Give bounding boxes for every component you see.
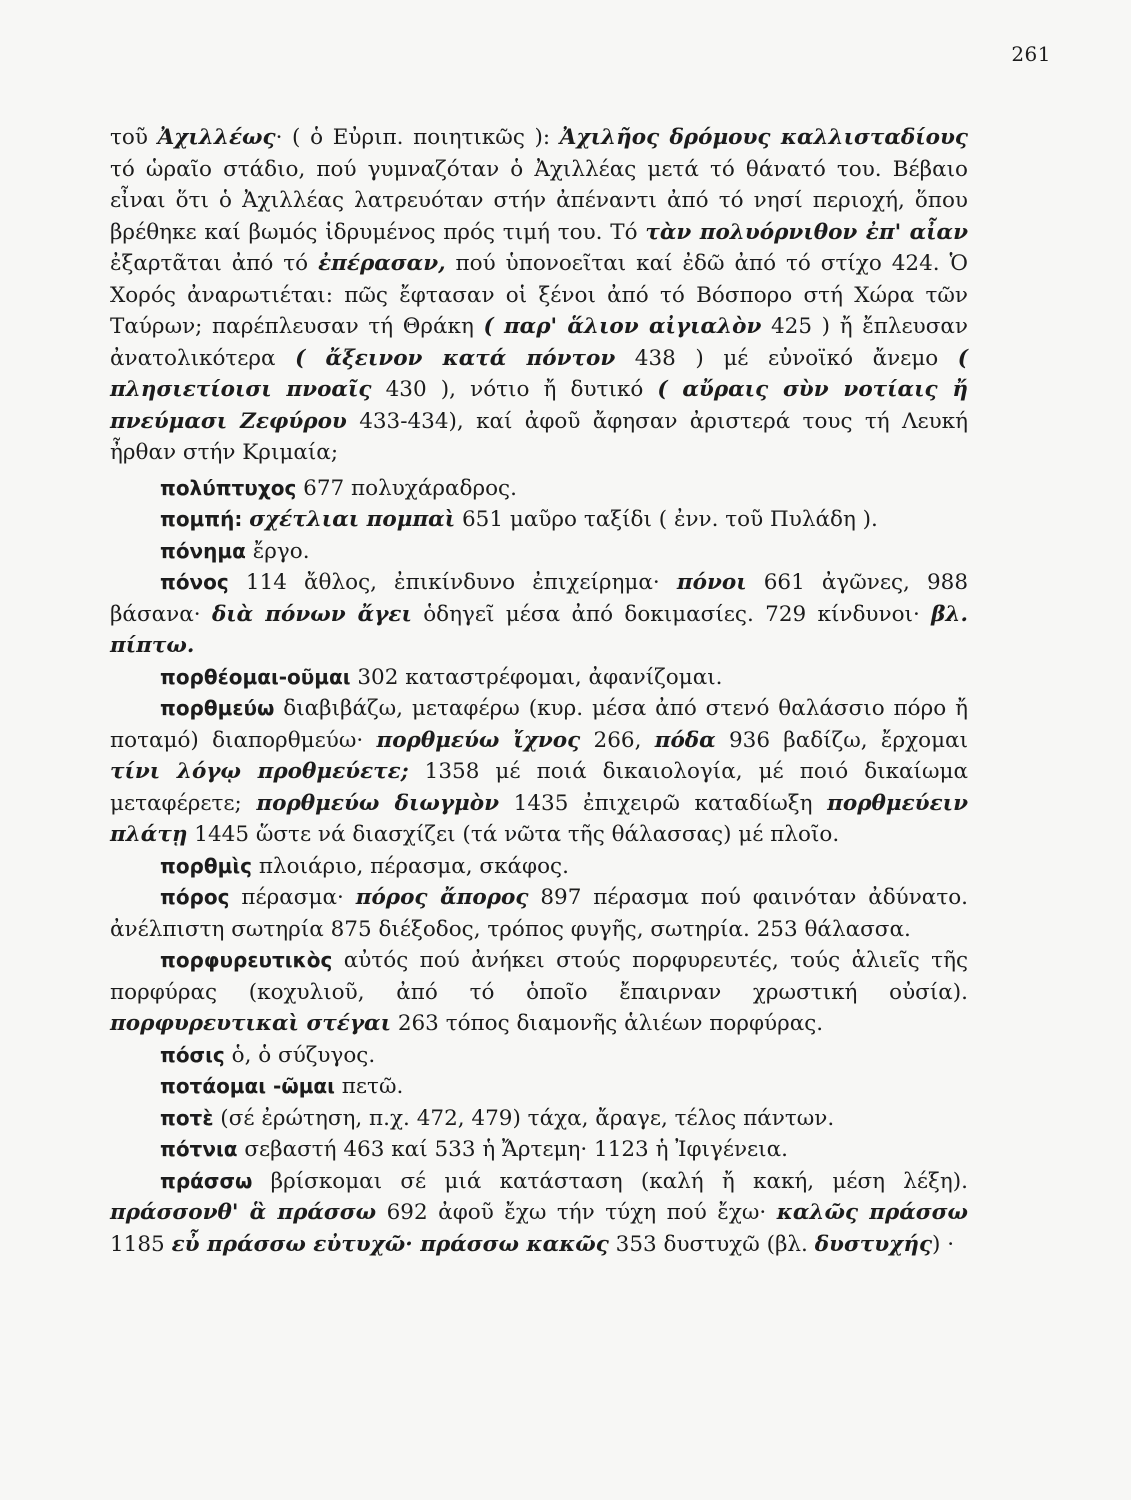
headword: πόσις xyxy=(160,1042,225,1067)
greek-quote: ( παρ' ἅλιον αἰγιαλὸν xyxy=(483,314,762,339)
glossary-entry xyxy=(110,567,968,662)
glossary-entries xyxy=(110,473,968,1261)
greek-quote: ( πλησιετίοισι πνοαῖς xyxy=(110,345,968,402)
headword: πολύπτυχος xyxy=(160,475,297,500)
glossary-entry xyxy=(110,504,968,536)
entry-text: 1185 xyxy=(110,1231,172,1257)
entry-text: · ( ὁ Εὐριπ. ποιητικῶς ): xyxy=(275,125,560,150)
greek-quote: πράσσονθ' ἃ πράσσω xyxy=(110,1200,377,1225)
entry-text: 266, xyxy=(580,727,655,753)
greek-quote: βλ. πίπτω. xyxy=(110,601,968,658)
entry-text: 430 ), νότιο ἤ δυτικό xyxy=(371,377,658,402)
entry-text: 302 καταστρέφομαι, ἀφανίζομαι. xyxy=(350,664,723,690)
glossary-entry xyxy=(110,882,968,945)
entry-text: αὐτός πού ἀνήκει στούς πορφυρευτές, τούς ἁλιεῖς τῆς πορφύρας (κοχυλιοῦ, ἀπό τό ὁποῖο ἔπαιρναν χρωστική οὐσία). xyxy=(110,948,968,1005)
headword: πορθέομαι-οῦμαι xyxy=(160,664,351,689)
glossary-entry xyxy=(110,473,968,505)
greek-quote: πόρος ἄπορος xyxy=(355,885,529,910)
entry-text: 1435 ἐπιχειρῶ καταδίωξη xyxy=(499,790,828,816)
greek-quote: πορφυρευτικαὶ στέγαι xyxy=(110,1011,391,1036)
glossary-entry xyxy=(110,693,968,851)
entry-text: πετῶ. xyxy=(334,1074,404,1099)
glossary-entry xyxy=(110,1071,968,1103)
entry-text: 936 βαδίζω, ἔρχομαι xyxy=(715,727,969,753)
greek-quote: δυστυχής xyxy=(814,1231,933,1257)
greek-quote: ( ἄξεινον κατά πόντον xyxy=(295,345,616,371)
entry-text: σεβαστή 463 καί 533 ἡ Ἄρτεμη· 1123 ἡ Ἰφιγένεια. xyxy=(237,1137,788,1162)
entry-text: 651 μαῦρο ταξίδι ( ἐνν. τοῦ Πυλάδη ). xyxy=(455,507,878,532)
entry-text: πέρασμα· xyxy=(229,885,356,910)
headword: πόνος xyxy=(160,570,229,594)
entry-text: 433-434), καί ἀφοῦ ἄφησαν ἀριστερά τους τή Λευκή ἦρθαν στήν Κριμαία; xyxy=(110,408,968,465)
headword: πορθμεύω xyxy=(160,696,275,720)
headword: πορφυρευτικὸς xyxy=(160,948,333,972)
headword: πομπή: xyxy=(160,507,243,531)
entry-text: ) · xyxy=(932,1231,955,1257)
entry-text: 438 ) μέ εὐνοϊκό ἄνεμο xyxy=(615,345,958,371)
entry-text: βρίσκομαι σέ μιά κατάσταση (καλή ἤ κακή, μέση λέξη). xyxy=(252,1168,968,1194)
entry-text: 263 τόπος διαμονῆς ἁλιέων πορφύρας. xyxy=(390,1011,824,1036)
headword: πράσσω xyxy=(160,1168,253,1193)
headword: ποτάομαι -ῶμαι xyxy=(160,1074,335,1098)
entry-text: 114 ἄθλος, ἐπικίνδυνο ἐπιχείρημα· xyxy=(228,570,677,595)
entry-text: 425 ) ἤ ἔπλευσαν ἀνατολικότερα xyxy=(110,314,968,371)
greek-quote: σχέτλιαι πομπαὶ xyxy=(249,507,456,532)
entry-text: ὁ, ὁ σύζυγος. xyxy=(224,1042,376,1068)
greek-quote: τίνι λόγῳ προθμεύετε; xyxy=(110,759,409,784)
greek-quote: διὰ πόνων ἄγει xyxy=(211,601,412,627)
greek-quote: πορθμεύειν πλάτῃ xyxy=(110,790,968,847)
greek-quote: ( αὔραις σὺν νοτίαις ἤ πνεύμασι Ζεφύρου xyxy=(110,377,968,434)
headword: ποτὲ xyxy=(160,1105,214,1130)
glossary-entry xyxy=(110,662,968,694)
greek-quote: τὰν πολυόρνιθον ἐπ' αἶαν xyxy=(645,219,969,245)
glossary-entry xyxy=(110,1040,968,1072)
entry-text: 661 ἀγῶνες, 988 βάσανα· xyxy=(110,570,968,627)
entry-text: 897 πέρασμα πού φαινόταν ἀδύνατο. ἀνέλπιστη σωτηρία 875 διέξοδος, τρόπος φυγῆς, σωτηρία. 253 θάλασσα. xyxy=(110,885,968,942)
greek-quote: πορθμεύω ἴχνος xyxy=(376,727,581,753)
greek-quote: Ἀχιλλέως xyxy=(157,125,276,150)
entry-text: ἔργο. xyxy=(245,538,310,564)
glossary-entry xyxy=(110,1103,968,1135)
glossary-entry xyxy=(110,1134,968,1166)
greek-quote: πόνοι xyxy=(676,570,747,595)
headword: πορθμὶς xyxy=(160,853,252,878)
greek-quote: εὖ πράσσω εὐτυχῶ· πράσσω κακῶς xyxy=(171,1231,609,1257)
glossary-entry xyxy=(110,851,968,883)
greek-quote: ἐπέρασαν, xyxy=(318,251,446,276)
headword: πόνημα xyxy=(160,538,246,563)
entry-text: πού ὑπονοεῖται καί ἐδῶ ἀπό τό στίχο 424. Ὁ Χορός ἀναρωτιέται: πῶς ἔφτασαν οἱ ξένοι ἀπό τό Βόσπορο στή Χώρα τῶν Ταύρων; παρέπλευσαν τή Θράκη xyxy=(110,251,969,339)
page-number: 261 xyxy=(1011,42,1051,66)
entry-text: (σέ ἐρώτηση, π.χ. 472, 479) τάχα, ἄραγε, τέλος πάντων. xyxy=(213,1105,835,1131)
greek-quote: πορθμεύω διωγμὸν xyxy=(256,790,500,816)
entry-text: 692 ἀφοῦ ἔχω τήν τύχη πού ἔχω· xyxy=(376,1200,777,1225)
intro-paragraph xyxy=(110,122,968,469)
headword: πόρος xyxy=(160,885,230,909)
glossary-entry xyxy=(110,945,968,1040)
greek-quote: καλῶς πράσσω xyxy=(776,1200,968,1225)
entry-text: 677 πολυχάραδρος. xyxy=(296,475,517,501)
entry-text: ὁδηγεῖ μέσα ἀπό δοκιμασίες. 729 κίνδυνοι· xyxy=(411,601,932,627)
entry-text: τοῦ xyxy=(110,125,158,150)
greek-quote: πόδα xyxy=(654,727,716,753)
glossary-entry xyxy=(110,536,968,568)
page-body xyxy=(110,122,968,1260)
entry-text: 1445 ὥστε νά διασχίζει (τά νῶτα τῆς θάλασσας) μέ πλοῖο. xyxy=(187,822,840,847)
entry-text: ἐξαρτᾶται ἀπό τό xyxy=(110,251,319,276)
glossary-entry xyxy=(110,1166,968,1261)
entry-text: τό ὡραῖο στάδιο, πού γυμναζόταν ὁ Ἀχιλλέας μετά τό θάνατό του. Βέβαιο εἶναι ὅτι ὁ Ἀχιλλέας λατρευόταν στήν ἀπέναντι ἀπό τό νησί περιοχή, ὅπου βρέθηκε καί βωμός ἱδρυμένος πρός τιμή του. Τό xyxy=(110,156,968,245)
entry-text: πλοιάριο, πέρασμα, σκάφος. xyxy=(251,853,569,879)
entry-text: 353 δυστυχῶ (βλ. xyxy=(608,1231,815,1257)
headword: πότνια xyxy=(160,1137,238,1161)
entry-text: διαβιβάζω, μεταφέρω (κυρ. μέσα ἀπό στενό θαλάσσιο πόρο ἤ ποταμό) διαπορθμεύω· xyxy=(110,696,968,753)
entry-text: 1358 μέ ποιά δικαιολογία, μέ ποιό δικαίωμα μεταφέρετε; xyxy=(110,759,968,816)
greek-quote: Ἀχιλῆος δρόμους καλλισταδίους xyxy=(559,125,968,150)
